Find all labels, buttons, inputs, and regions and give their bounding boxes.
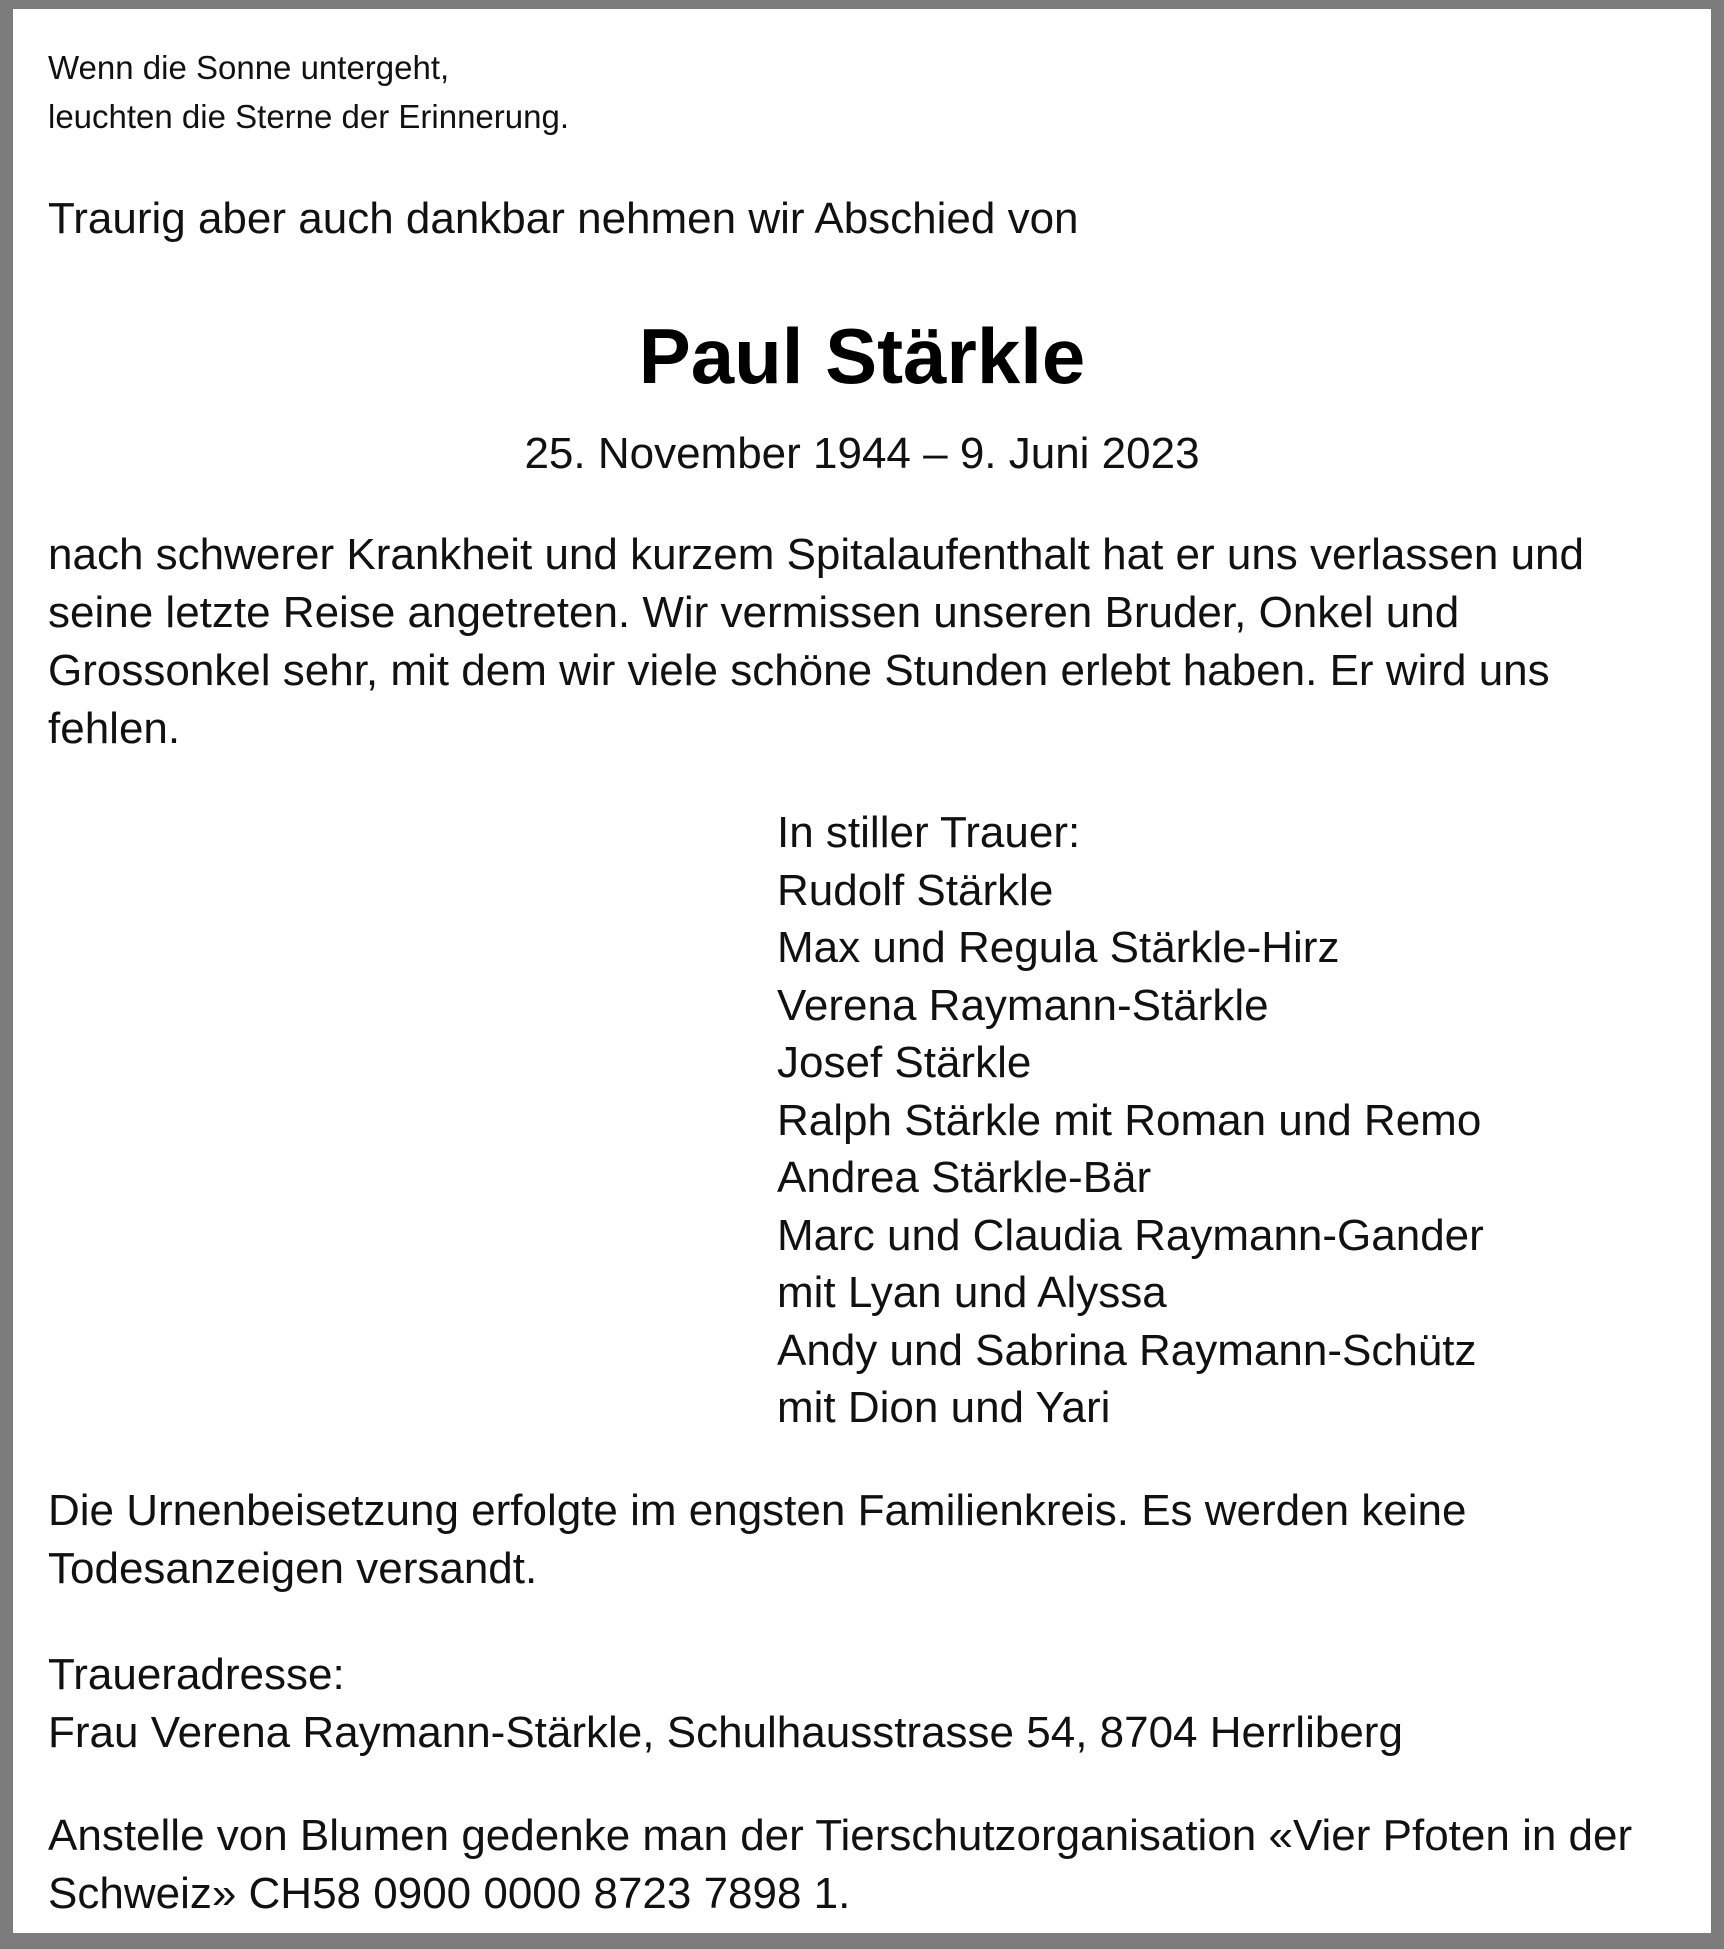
mourner-name: Andy und Sabrina Raymann-Schütz <box>777 1325 1477 1375</box>
mourner-name: Marc und Claudia Raymann-Gander <box>777 1210 1484 1260</box>
address-value: Frau Verena Raymann-Stärkle, Schulhausstrasse 54, 8704 Herrliberg <box>48 1708 1403 1757</box>
deceased-name: Paul Stärkle <box>638 312 1086 400</box>
mourners-list <box>777 804 1484 1437</box>
mourner-name: Verena Raymann-Stärkle <box>777 980 1269 1030</box>
motto-line-1: Wenn die Sonne untergeht, <box>48 49 450 86</box>
motto-line-2: leuchten die Sterne der Erinnerung. <box>48 98 570 135</box>
address-label: Traueradresse: <box>48 1650 345 1699</box>
mourning-address <box>48 1646 1403 1762</box>
mourner-name: Andrea Stärkle-Bär <box>777 1153 1152 1202</box>
mourner-name: Rudolf Stärkle <box>777 865 1054 915</box>
motto <box>48 43 569 141</box>
intro-text: Traurig aber auch dankbar nehmen wir Abschied von <box>48 194 1079 243</box>
donation-note: Anstelle von Blumen gedenke man der Tierschutzorganisation «Vier Pfoten in der Schweiz» CH58 0900 0000 8723 7898 1. <box>48 1811 1633 1918</box>
mourners-heading: In stiller Trauer: <box>777 808 1081 857</box>
mourner-name: mit Lyan und Alyssa <box>777 1268 1167 1317</box>
mourner-name: mit Dion und Yari <box>777 1383 1111 1432</box>
mourner-name: Ralph Stärkle mit Roman und Remo <box>777 1095 1482 1145</box>
life-dates: 25. November 1944 – 9. Juni 2023 <box>524 429 1200 478</box>
mourner-name: Max und Regula Stärkle-Hirz <box>777 923 1340 972</box>
obituary-notice <box>13 9 1711 1933</box>
mourner-name: Josef Stärkle <box>777 1038 1032 1087</box>
body-text: nach schwerer Krankheit und kurzem Spitalaufenthalt hat er uns verlassen und seine letzte Reise angetreten. Wir vermissen unseren Bruder, Onkel und Grossonkel sehr, mit dem wir viele schöne Stunden erlebt haben. Er wird uns fehlen. <box>48 530 1584 753</box>
funeral-note: Die Urnenbeisetzung erfolgte im engsten Familienkreis. Es werden keine Todesanzeigen versandt. <box>48 1486 1467 1593</box>
